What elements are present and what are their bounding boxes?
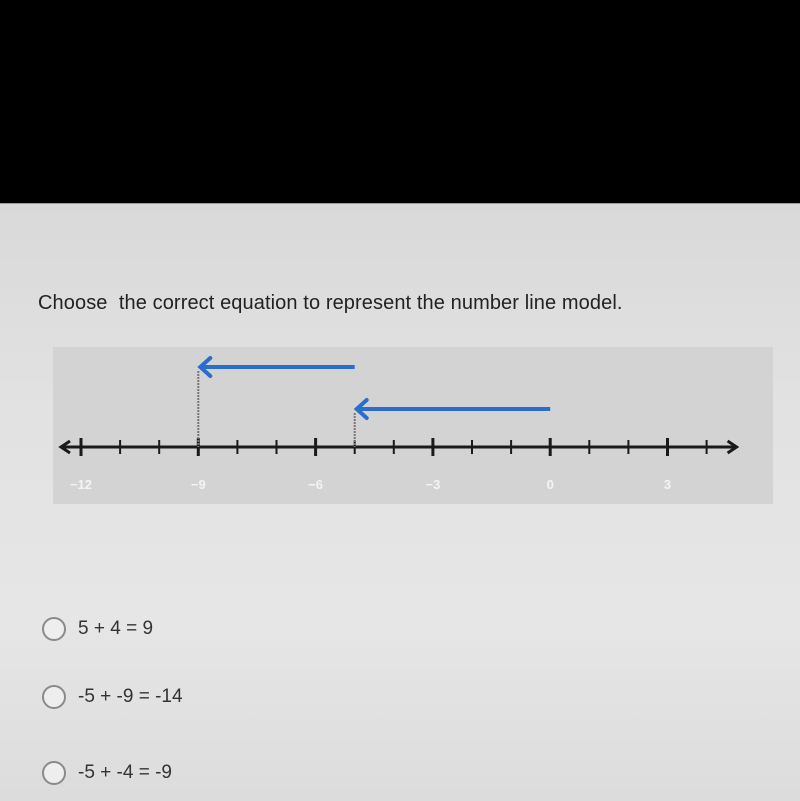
radio-button-2[interactable] [42, 685, 66, 709]
choice-label-3: -5 + -4 = -9 [78, 762, 172, 783]
question-panel [0, 203, 800, 801]
number-line-svg [53, 347, 773, 504]
number-line-model [53, 347, 773, 504]
number-line-labels [70, 477, 671, 492]
tick-label: 3 [663, 477, 672, 492]
choice-label-2: -5 + -9 = -14 [78, 686, 183, 707]
choice-label-1: 5 + 4 = 9 [78, 618, 154, 639]
question-text: Choose the correct equation to represent the number line model. [38, 292, 623, 314]
choice-option-1[interactable] [42, 617, 153, 641]
tick-label: −3 [425, 477, 441, 492]
tick-label: −9 [190, 477, 206, 492]
radio-button-1[interactable] [42, 617, 66, 641]
tick-label: −12 [69, 477, 93, 492]
tick-label: 0 [546, 477, 554, 492]
choice-option-2[interactable] [42, 685, 183, 709]
radio-button-3[interactable] [42, 761, 66, 785]
number-line-axis [61, 441, 737, 453]
number-line-jumps [198, 358, 550, 447]
choice-option-3[interactable] [42, 761, 172, 785]
tick-label: −6 [308, 477, 324, 492]
